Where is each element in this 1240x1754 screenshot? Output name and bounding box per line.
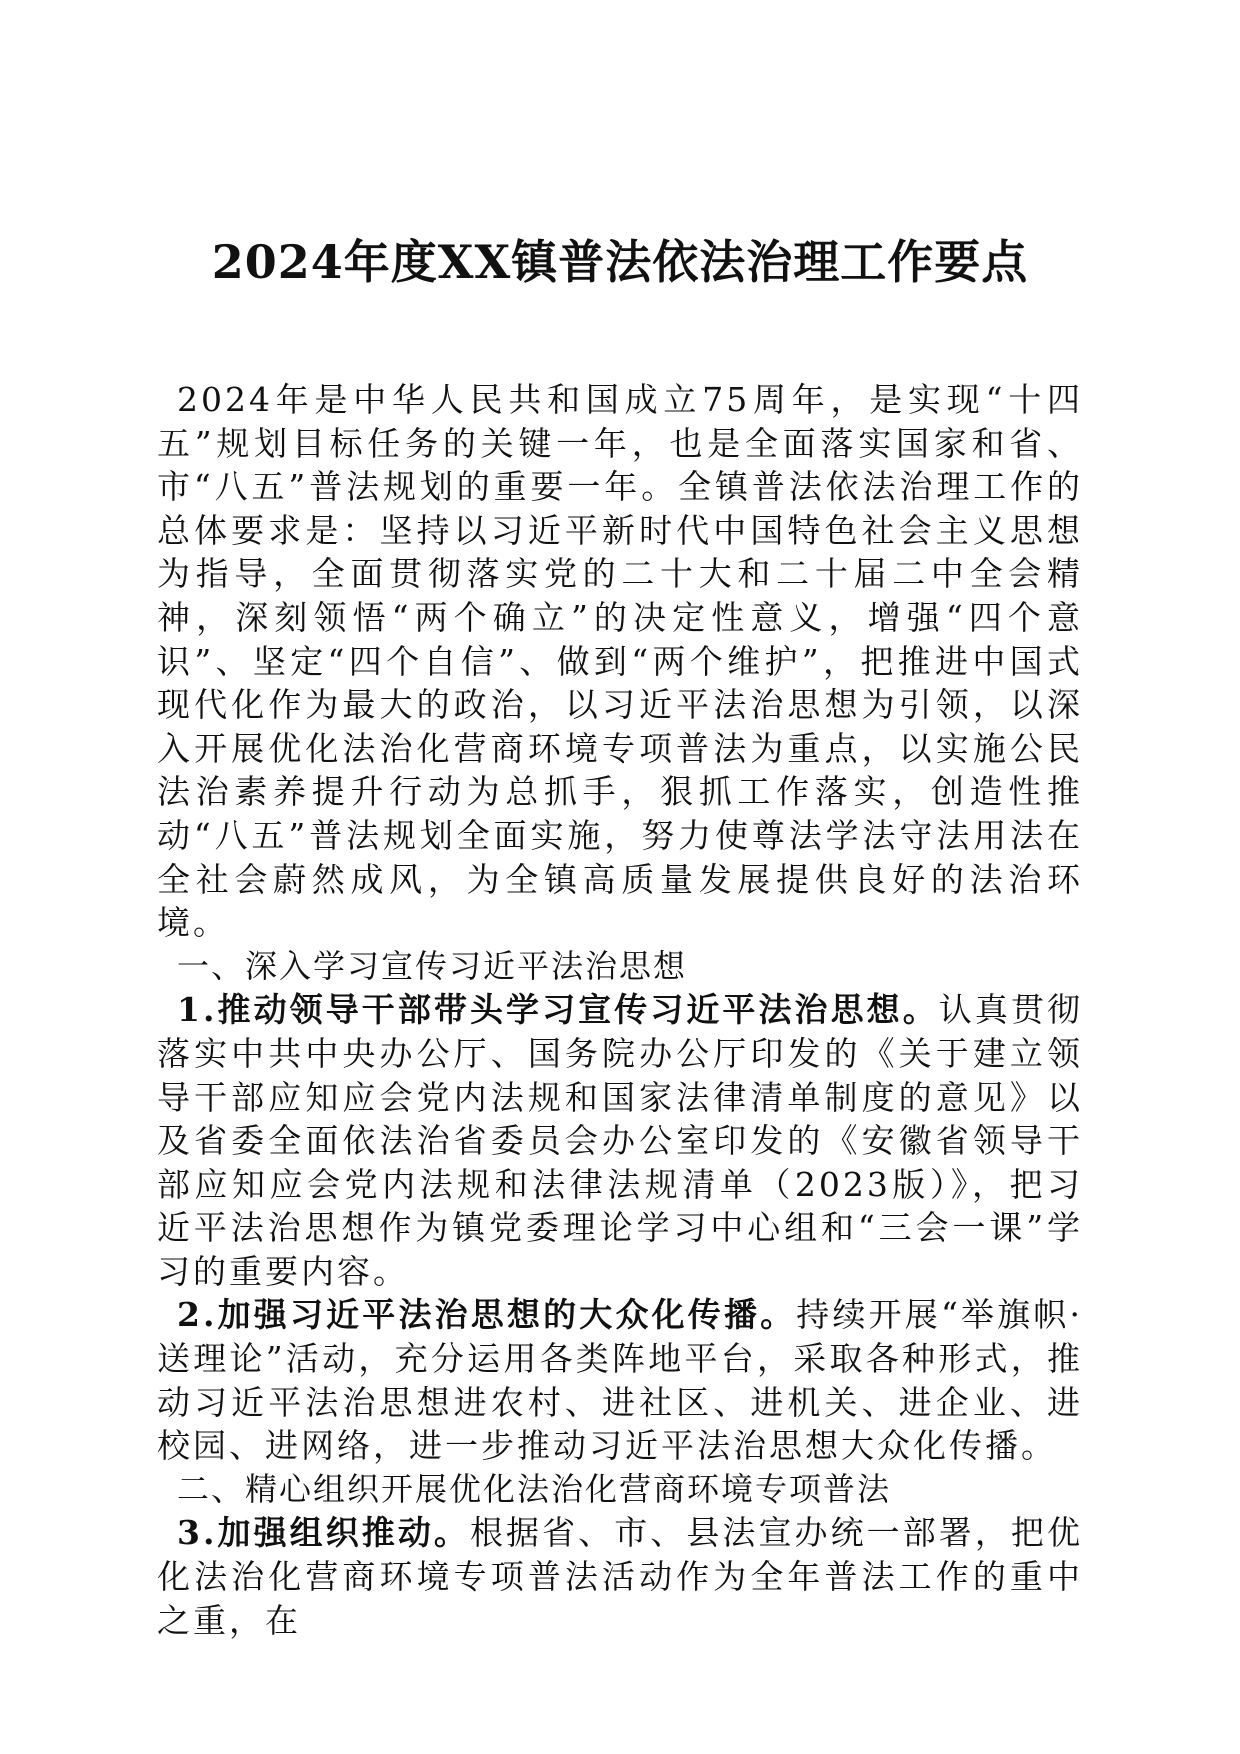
document-title: 2024年度XX镇普法依法治理工作要点 <box>211 235 1029 289</box>
intro-paragraph: 2024年是中华人民共和国成立75周年，是实现“十四五”规划目标任务的关键一年，也是全面落实国家和省、市“八五”普法规划的重要一年。全镇普法依法治理工作的总体要求是：坚持以习近平新时代中国特色社会主义思想为指导，全面贯彻落实党的二十大和二十届二中全会精神，深刻领悟“两个确立”的决定性意义，增强“四个意识”、坚定“四个自信”、做到“两个维护”，把推进中国式现代化作为最大的政治，以习近平法治思想为引领，以深入开展优化法治化营商环境专项普法为重点，以实施公民法治素养提升行动为总抓手，狠抓工作落实，创造性推动“八五”普法规划全面实施，努力使尊法学法守法用法在全社会蔚然成风，为全镇高质量发展提供良好的法治环境。 <box>157 380 1083 943</box>
section-heading-1: 一、深入学习宣传习近平法治思想 <box>177 946 688 985</box>
document-body <box>157 378 1083 1642</box>
item-text-2: 持续开展“举旗帜·送理论”活动，充分运用各类阵地平台，采取各种形式，推动习近平法治思想进农村、进社区、进机关、进企业、进校园、进网络，进一步推动习近平法治思想大众化传播。 <box>157 1295 1083 1466</box>
item-text-1: 认真贯彻落实中共中央办公厅、国务院办公厅印发的《关于建立领导干部应知应会党内法规和国家法律清单制度的意见》以及省委全面依法治省委员会办公室印发的《安徽省领导干部应知应会党内法规和法律法规清单（2023版）》，把习近平法治思想作为镇党委理论学习中心组和“三会一课”学习的重要内容。 <box>157 990 1084 1291</box>
section-heading-2: 二、精心组织开展优化法治化营商环境专项普法 <box>177 1469 892 1508</box>
item-paragraph-3 <box>157 1511 1083 1642</box>
item-lead-2: 2.加强习近平法治思想的大众化传播。 <box>177 1295 797 1335</box>
item-text-3: 根据省、市、县法宣办统一部署，把优化法治化营商环境专项普法活动作为全年普法工作的重中之重，在 <box>157 1513 1083 1640</box>
item-lead-1: 1.推动领导干部带头学习宣传习近平法治思想。 <box>177 990 939 1030</box>
item-paragraph-1 <box>157 988 1083 1293</box>
item-paragraph-2 <box>157 1293 1083 1467</box>
item-lead-3: 3.加强组织推动。 <box>177 1513 470 1553</box>
